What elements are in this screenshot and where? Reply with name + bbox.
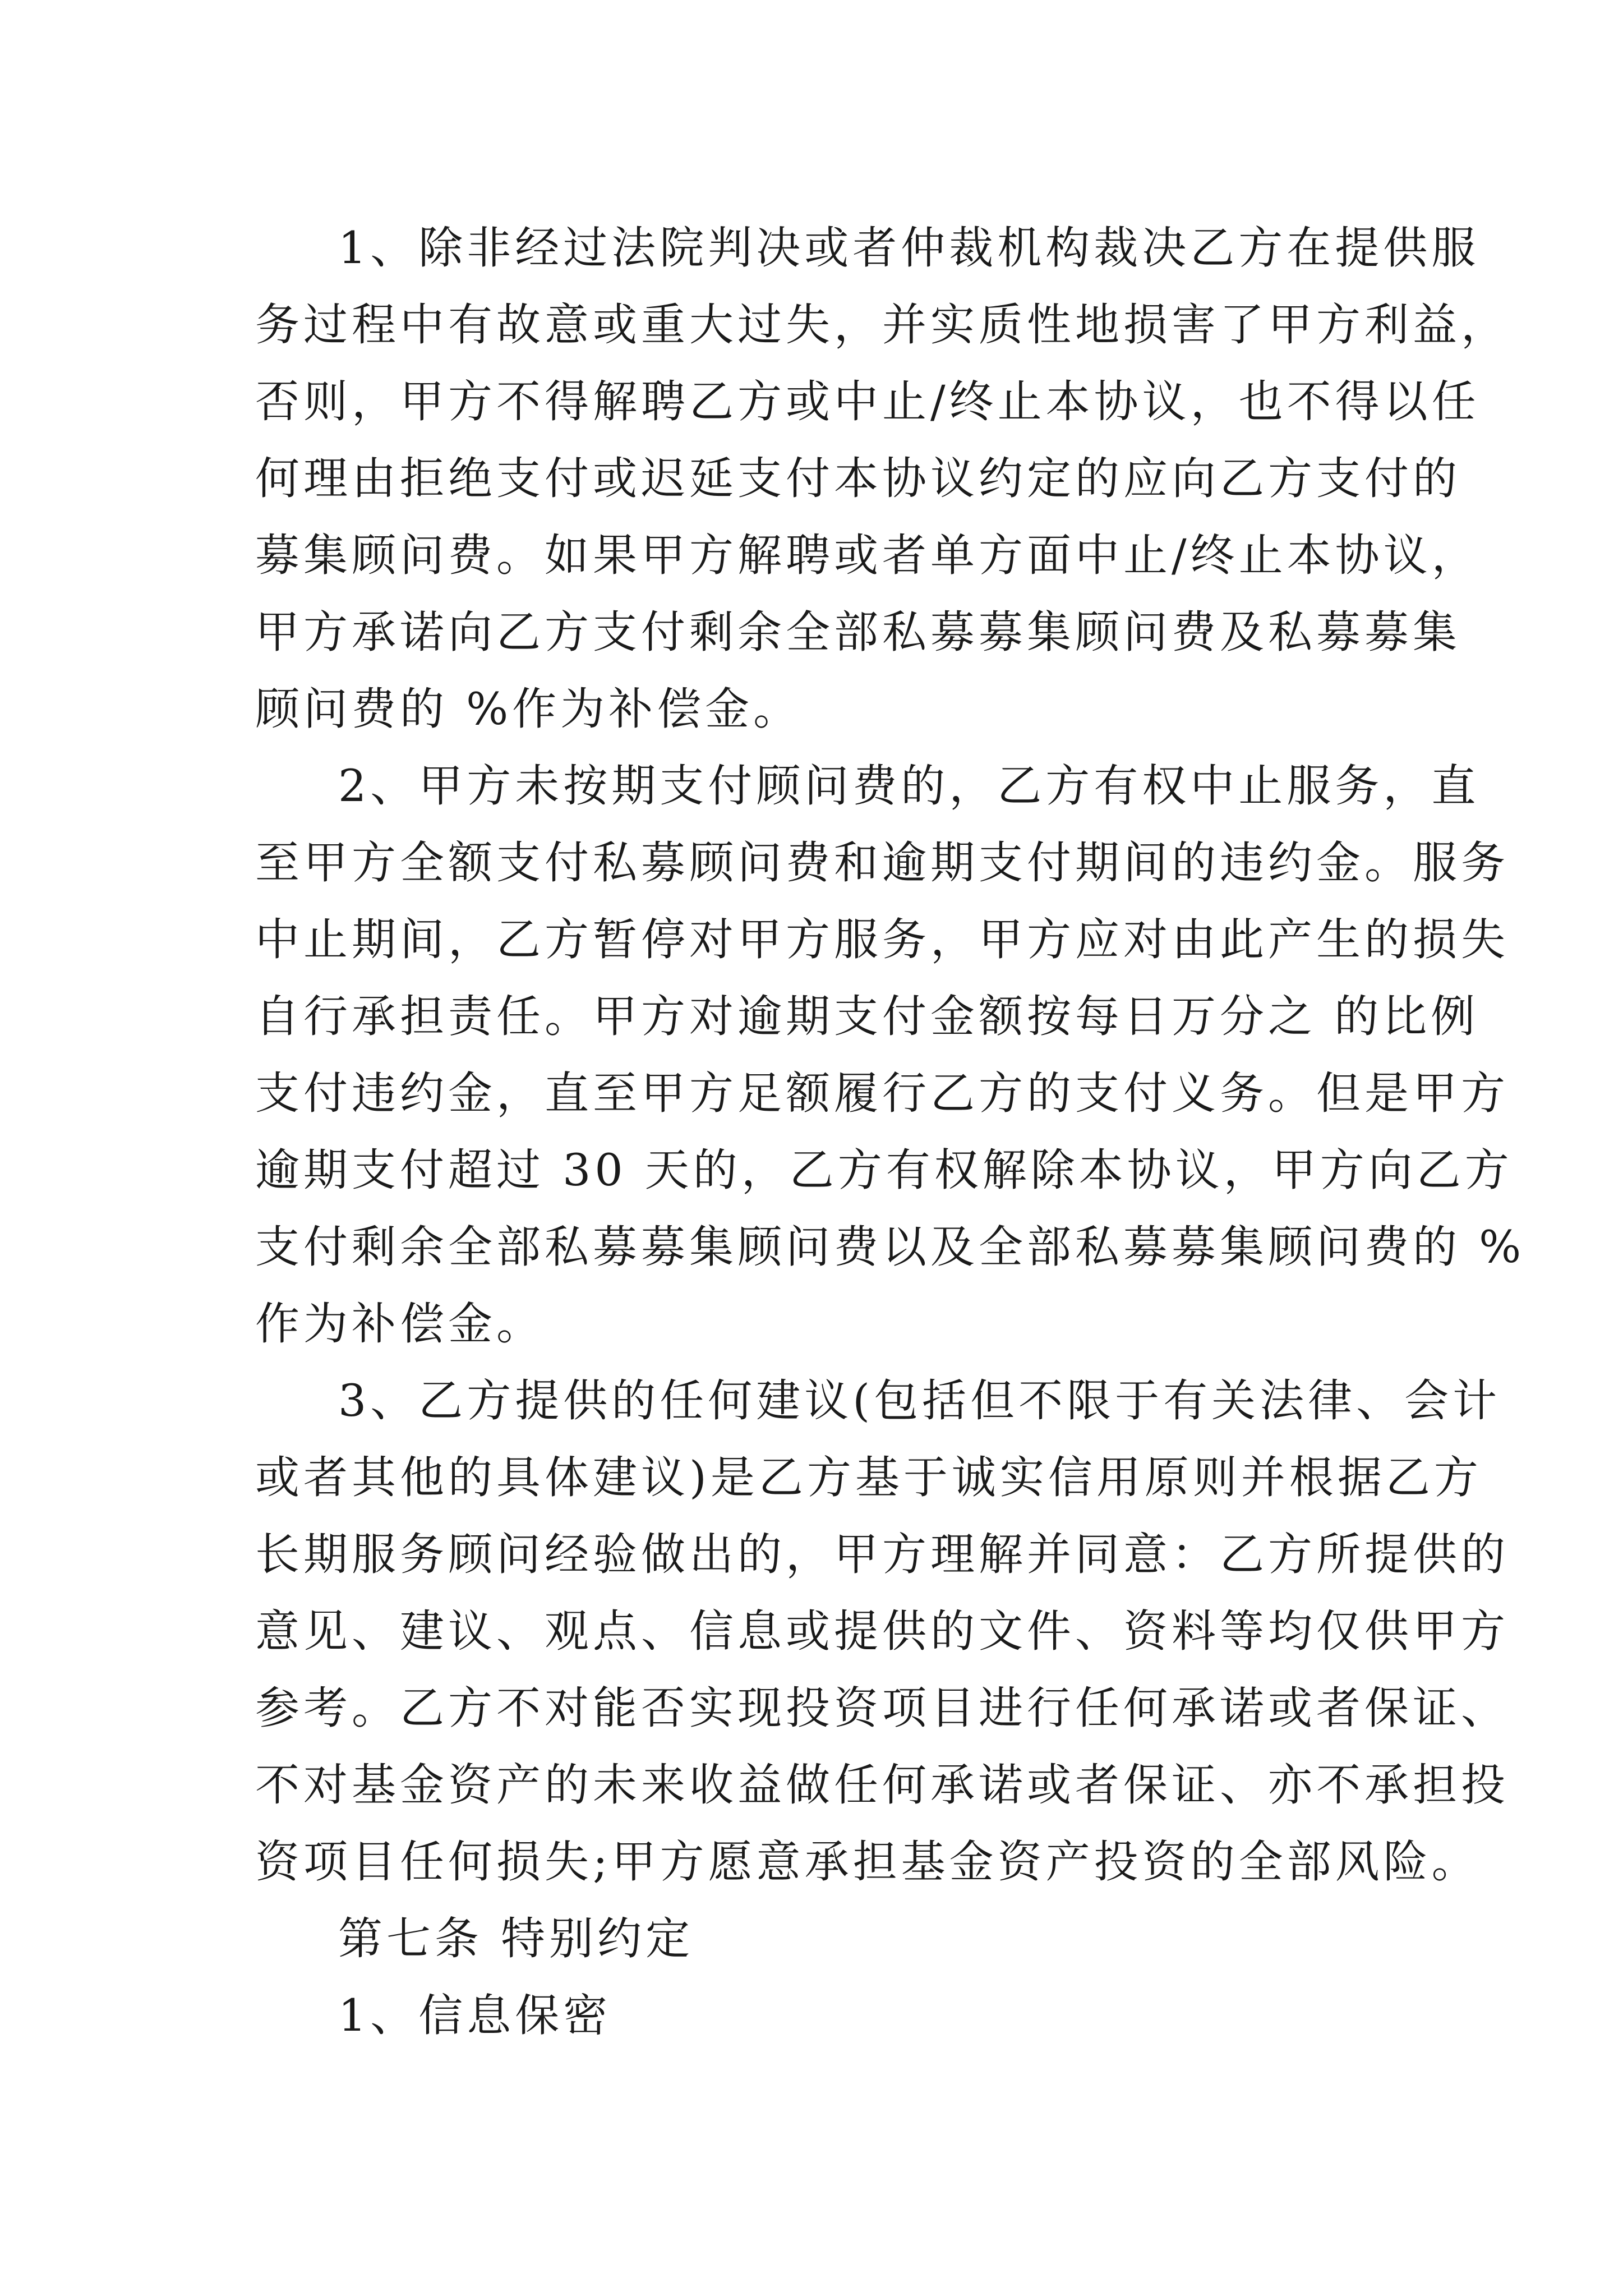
clause-2-line-2: 至甲方全额支付私募顾问费和逾期支付期间的违约金。服务 bbox=[255, 837, 1509, 889]
clause-1-line-3: 否则，甲方不得解聘乙方或中止/终止本协议，也不得以任 bbox=[255, 376, 1480, 427]
clause-3-line-4: 意见、建议、观点、信息或提供的文件、资料等均仅供甲方 bbox=[255, 1605, 1509, 1657]
clause-3-line-1: 3、乙方提供的任何建议(包括但不限于有关法律、会计 bbox=[338, 1375, 1501, 1427]
clause-2-line-5: 支付违约金，直至甲方足额履行乙方的支付义务。但是甲方 bbox=[255, 1068, 1509, 1119]
clause-2-line-3: 中止期间，乙方暂停对甲方服务，甲方应对由此产生的损失 bbox=[255, 914, 1509, 965]
clause-1-line-6: 甲方承诺向乙方支付剩余全部私募募集顾问费及私募募集 bbox=[255, 606, 1461, 658]
clause-2-line-8: 作为补偿金。 bbox=[255, 1298, 545, 1350]
clause-3-line-7: 资项目任何损失;甲方愿意承担基金资产投资的全部风险。 bbox=[255, 1836, 1480, 1888]
clause-1-line-4: 何理由拒绝支付或迟延支付本协议约定的应向乙方支付的 bbox=[255, 453, 1461, 504]
clause-2-line-1: 2、甲方未按期支付顾问费的，乙方有权中止服务，直 bbox=[338, 760, 1480, 812]
article-7-item-1: 1、信息保密 bbox=[338, 1990, 612, 2041]
article-7-heading: 第七条 特别约定 bbox=[338, 1913, 694, 1964]
clause-3-line-6: 不对基金资产的未来收益做任何承诺或者保证、亦不承担投 bbox=[255, 1759, 1509, 1811]
clause-2-line-6: 逾期支付超过 30 天的，乙方有权解除本协议，甲方向乙方 bbox=[255, 1144, 1513, 1196]
clause-3-line-2: 或者其他的具体建议)是乙方基于诚实信用原则并根据乙方 bbox=[255, 1452, 1482, 1503]
clause-2-line-7: 支付剩余全部私募募集顾问费以及全部私募募集顾问费的 % bbox=[255, 1221, 1525, 1273]
clause-2-line-4: 自行承担责任。甲方对逾期支付金额按每日万分之 的比例 bbox=[255, 991, 1479, 1042]
clause-1-line-1: 1、除非经过法院判决或者仲裁机构裁决乙方在提供服 bbox=[338, 222, 1480, 274]
contract-text bbox=[255, 210, 1525, 2054]
clause-1-line-5: 募集顾问费。如果甲方解聘或者单方面中止/终止本协议， bbox=[255, 530, 1480, 581]
clause-3-line-3: 长期服务顾问经验做出的，甲方理解并同意：乙方所提供的 bbox=[255, 1529, 1509, 1580]
clause-1-line-7: 顾问费的 %作为补偿金。 bbox=[255, 683, 802, 735]
clause-3-line-5: 参考。乙方不对能否实现投资项目进行任何承诺或者保证、 bbox=[255, 1682, 1509, 1734]
clause-1-line-2: 务过程中有故意或重大过失，并实质性地损害了甲方利益， bbox=[255, 299, 1509, 351]
